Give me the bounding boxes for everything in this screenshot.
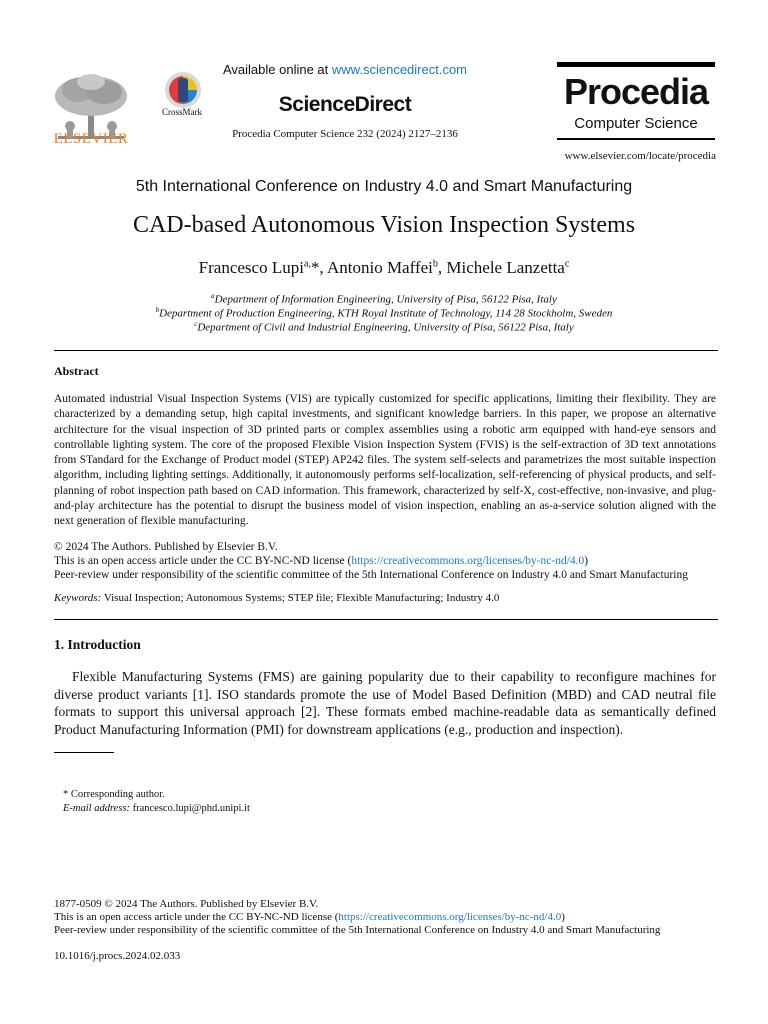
- elsevier-wordmark: ELSEVIER: [53, 131, 129, 147]
- author-affil-sup: b: [432, 258, 438, 270]
- footer-issn: 1877-0509 © 2024 The Authors. Published by Elsevier B.V.: [54, 898, 319, 910]
- abstract-body: Automated industrial Visual Inspection Systems (VIS) are typically customized for specific applications, limiting their flexibility. They are characterized by a demanding setup, high capital investments, and significant knowledge barriers. In this paper, we propose an alternative architecture for the visual inspection of 3D printed parts or complex assemblies using a robotic arm equipped with hand-eye sensors and controllable lighting system. The core of the proposed Flexible Vision Inspection System (FVIS) is the self-extraction of 3D text annotations from STandard for the Exchange of Product model (STEP) AP242 files. The system self-selects and parametrizes the most suitable inspection algorithm, including lighting settings. Additionally, it autonomously performs self-localization, self-referencing of physical products, and self-planning of robot inspection path based on CAD information. This framework, characterized by self-X, cost-effective, non-invasive, and plug-and-play architecture has the potential to disrupt the business model of vision inspection, enabling an as-a-service solution aligned with the next generation of flexible manufacturing.: [54, 393, 716, 528]
- peer-review-line: Peer-review under responsibility of the scientific committee of the 5th International Conference on Industry 4.0 and Smart Manufacturing: [54, 569, 688, 581]
- license-suffix: ): [584, 555, 589, 567]
- keywords-label: Keywords:: [54, 592, 102, 604]
- footnote-rule: [54, 752, 114, 753]
- footer-peer-review: Peer-review under responsibility of the scientific committee of the 5th International Conference on Industry 4.0 and Smart Manufacturing: [54, 924, 661, 936]
- author-separator: ,: [437, 258, 447, 277]
- affil-sup: a: [211, 292, 215, 300]
- author-affil-sup: a,: [303, 258, 311, 270]
- affil-text: Department of Civil and Industrial Engineering, University of Pisa, 56122 Pisa, Italy: [197, 321, 574, 334]
- keywords-list: Visual Inspection; Autonomous Systems; STEP file; Flexible Manufacturing; Industry 4.0: [103, 592, 500, 604]
- email-address[interactable]: francesco.lupi@phd.unipi.it: [132, 803, 250, 814]
- affiliation-b: [0, 306, 768, 320]
- crossmark-label: CrossMark: [162, 107, 202, 117]
- affiliation-a: [0, 292, 768, 306]
- author-affil-sup: c: [564, 258, 570, 270]
- journal-url[interactable]: www.elsevier.com/locate/procedia: [564, 150, 716, 162]
- footer-license: [54, 911, 718, 924]
- sciencedirect-wordmark: ScienceDirect: [278, 93, 412, 116]
- affiliation-c: [0, 320, 768, 334]
- corresponding-author-note: * Corresponding author.: [63, 789, 165, 800]
- author-list: [0, 258, 768, 278]
- copyright-line: © 2024 The Authors. Published by Elsevier B.V.: [54, 541, 278, 553]
- license-link[interactable]: https://creativecommons.org/licenses/by-nc-nd/4.0: [351, 555, 585, 567]
- intro-body: Flexible Manufacturing Systems (FMS) are gaining popularity due to their capability to reconfigure machines for diverse product variants [1]. ISO standards promote the use of Model Based Definition (MBD) and CAD neutral file formats to support this universal approach [2]. These formats embed machine-readable data as semantically defined Product Manufacturing Information (PMI) for downstream applications (e.g., production and inspection).: [54, 669, 716, 737]
- author-name: Antonio Maffei: [326, 258, 433, 277]
- footer-doi[interactable]: 10.1016/j.procs.2024.02.033: [54, 950, 181, 962]
- license-prefix: This is an open access article under the CC BY-NC-ND license (: [54, 555, 352, 567]
- affil-sup: b: [155, 306, 160, 314]
- footer-license-suffix: ): [561, 911, 565, 923]
- author-separator: *,: [310, 258, 327, 277]
- procedia-subtitle: Computer Science: [574, 115, 698, 132]
- sciencedirect-link[interactable]: www.sciencedirect.com: [331, 62, 468, 77]
- affil-text: Department of Information Engineering, University of Pisa, 56122 Pisa, Italy: [214, 293, 557, 306]
- procedia-wordmark: Procedia: [563, 71, 709, 112]
- footer-license-prefix: This is an open access article under the CC BY-NC-ND license (: [54, 911, 339, 923]
- available-online: [200, 62, 490, 77]
- procedia-top-rule: [557, 62, 715, 67]
- intro-heading: 1. Introduction: [54, 637, 141, 652]
- abstract-heading: Abstract: [54, 364, 99, 378]
- paper-title: CAD-based Autonomous Vision Inspection Systems: [132, 212, 636, 238]
- author-name: Francesco Lupi: [198, 258, 304, 277]
- procedia-bottom-rule: [557, 138, 715, 140]
- license-line: [54, 555, 588, 567]
- author-name: Michele Lanzetta: [446, 258, 565, 277]
- abstract-bottom-rule: [54, 619, 718, 620]
- conference-name: 5th International Conference on Industry 4.0 and Smart Manufacturing: [135, 178, 633, 195]
- affil-text: Department of Production Engineering, KTH Royal Institute of Technology, 114 28 Stockholm, Sweden: [159, 307, 613, 320]
- affil-sup: c: [194, 320, 198, 328]
- keywords-line: [54, 592, 499, 604]
- abstract-top-rule: [54, 350, 718, 351]
- journal-reference: Procedia Computer Science 232 (2024) 2127–2136: [232, 128, 458, 140]
- email-label: E-mail address:: [63, 803, 130, 814]
- available-prefix: Available online at: [222, 62, 329, 77]
- footer-license-link[interactable]: https://creativecommons.org/licenses/by-nc-nd/4.0: [338, 911, 562, 923]
- email-note: [63, 803, 250, 814]
